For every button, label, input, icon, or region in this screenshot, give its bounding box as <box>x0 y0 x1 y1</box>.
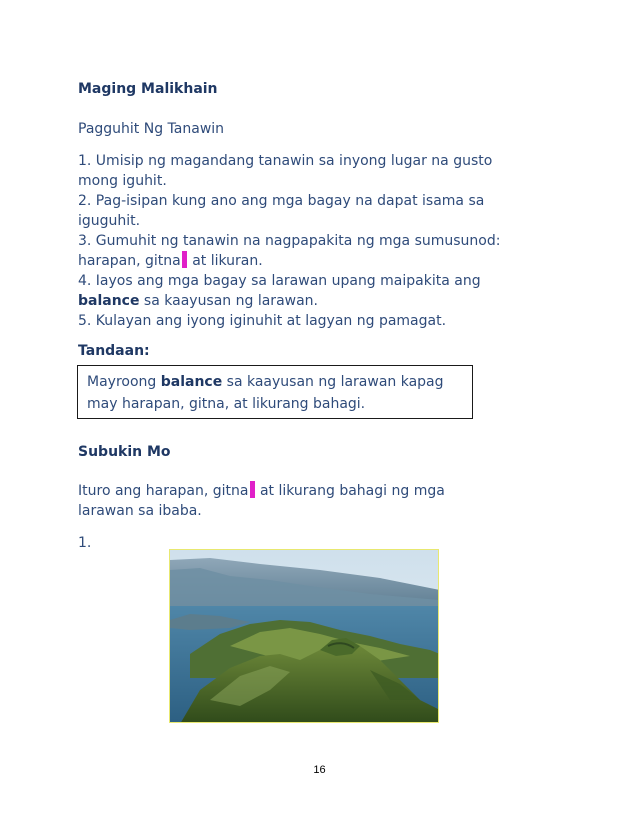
landscape-photo <box>169 549 439 723</box>
step-1-line-1: 1. Umisip ng magandang tanawin sa inyong lugar na gusto <box>78 153 493 169</box>
item-number-1: 1. <box>78 535 92 551</box>
section-heading-maging-malikhain: Maging Malikhain <box>78 81 218 97</box>
note-line-1 <box>87 372 444 392</box>
step-4-line-1: 4. Iayos ang mga bagay sa larawan upang maipakita ang <box>78 273 481 289</box>
step-2-line-1: 2. Pag-isipan kung ano ang mga bagay na dapat isama sa <box>78 193 485 209</box>
step-5-line-1: 5. Kulayan ang iyong iginuhit at lagyan ng pamagat. <box>78 313 447 329</box>
step-1-line-2: mong iguhit. <box>78 173 167 189</box>
section-heading-subukin-mo: Subukin Mo <box>78 444 171 460</box>
subheading-pagguhit: Pagguhit Ng Tanawin <box>78 121 225 137</box>
subukin-text-b: at likurang bahagi ng mga <box>255 483 445 499</box>
note-line-2: may harapan, gitna, at likurang bahagi. <box>87 396 366 412</box>
step-2-line-2: iguguhit. <box>78 213 141 229</box>
tandaan-note-box <box>77 365 473 419</box>
subukin-line-1 <box>78 481 445 501</box>
subukin-text-a: Ituro ang harapan, gitna <box>78 483 249 499</box>
page-number: 16 <box>313 764 326 776</box>
note-balance-term: balance <box>160 374 223 390</box>
landscape-photo-icon <box>170 550 439 723</box>
step-3-text-b: at likuran. <box>187 253 263 269</box>
note-text-a: Mayroong <box>87 374 161 390</box>
highlight-mark <box>182 251 187 268</box>
step-4-line-2 <box>78 291 318 311</box>
subukin-line-2: larawan sa ibaba. <box>78 503 202 519</box>
highlight-mark-2 <box>250 481 255 498</box>
step-3-line-2 <box>78 251 263 271</box>
note-text-b: sa kaayusan ng larawan kapag <box>222 374 444 390</box>
step-3-line-1: 3. Gumuhit ng tanawin na nagpapakita ng mga sumusunod: <box>78 233 501 249</box>
step-3-text-a: harapan, gitna <box>78 253 181 269</box>
balance-term: balance <box>78 293 140 309</box>
step-4-text-rest: sa kaayusan ng larawan. <box>139 293 318 309</box>
section-heading-tandaan: Tandaan: <box>78 343 150 359</box>
